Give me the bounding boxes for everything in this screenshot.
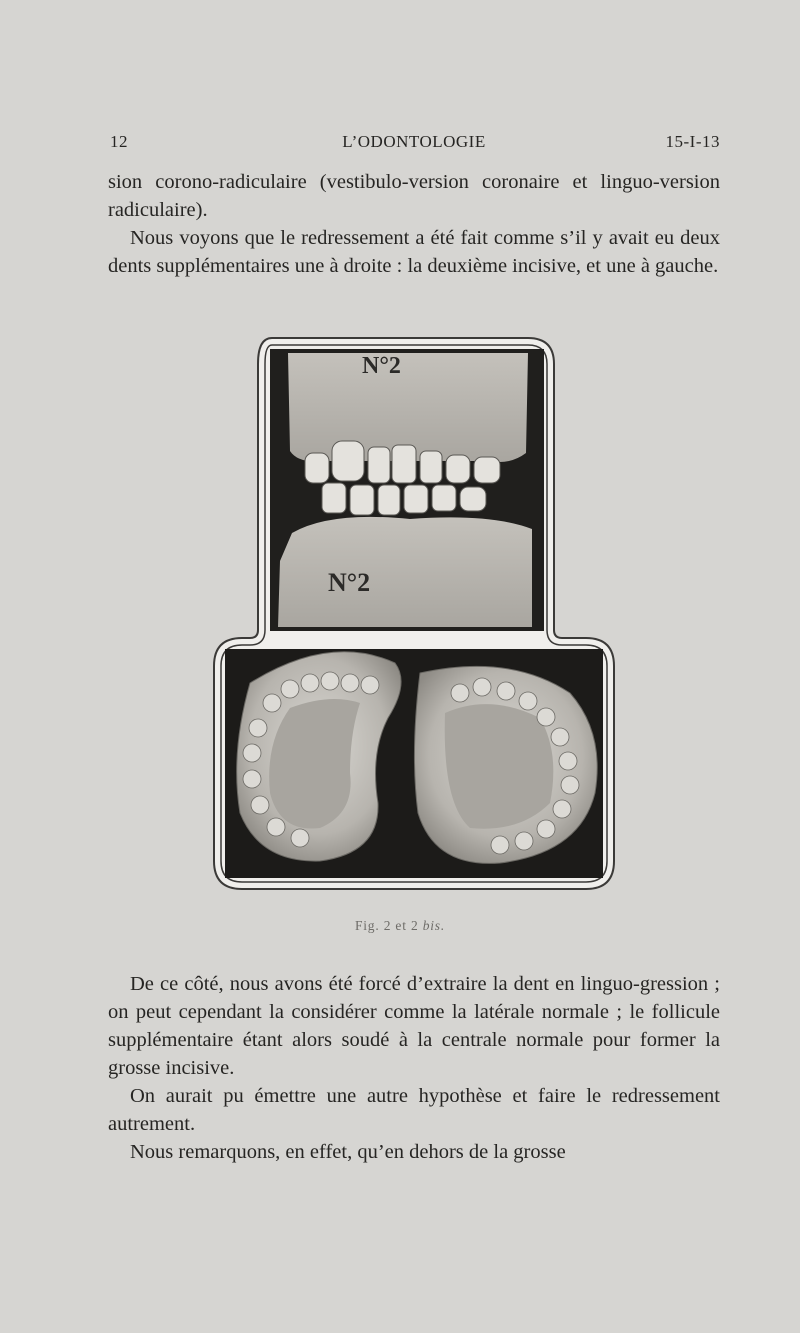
text-block-top: [108, 168, 720, 280]
paragraph: On aurait pu émettre une autre hypothèse et faire le redressement autrement.: [108, 1085, 720, 1135]
text-block-bottom: [108, 970, 720, 1166]
upper-cast-label: N°2: [362, 353, 401, 379]
page-number: 12: [110, 132, 128, 151]
running-title: L’ODONTOLOGIE: [342, 132, 486, 151]
dental-casts-figure: [210, 333, 618, 893]
paragraph: De ce côté, nous avons été forcé d’extraire la dent en linguo-gression ; on peut cependant la considérer comme la latérale normale ; le follicule supplémentaire étant alors soudé à la centrale normale pour former la grosse incisive.: [108, 973, 720, 1079]
running-header: [108, 132, 720, 158]
figure-caption: [0, 918, 800, 934]
caption-text: Fig. 2 et 2: [354, 918, 423, 933]
paragraph: Nous remarquons, en effet, qu’en dehors de la grosse: [130, 1141, 566, 1163]
caption-italic: bis.: [422, 918, 446, 933]
issue-date: 15-I-13: [665, 132, 720, 151]
paragraph: sion corono-radiculaire (vestibulo-version coronaire et linguo-version radiculaire).: [108, 171, 720, 221]
paragraph: Nous voyons que le redressement a été fait comme s’il y avait eu deux dents supplémentaires une à droite : la deuxième incisive, et une à gauche.: [108, 227, 720, 277]
lower-cast-label: N°2: [328, 568, 371, 597]
dental-casts-photograph: [210, 333, 618, 893]
